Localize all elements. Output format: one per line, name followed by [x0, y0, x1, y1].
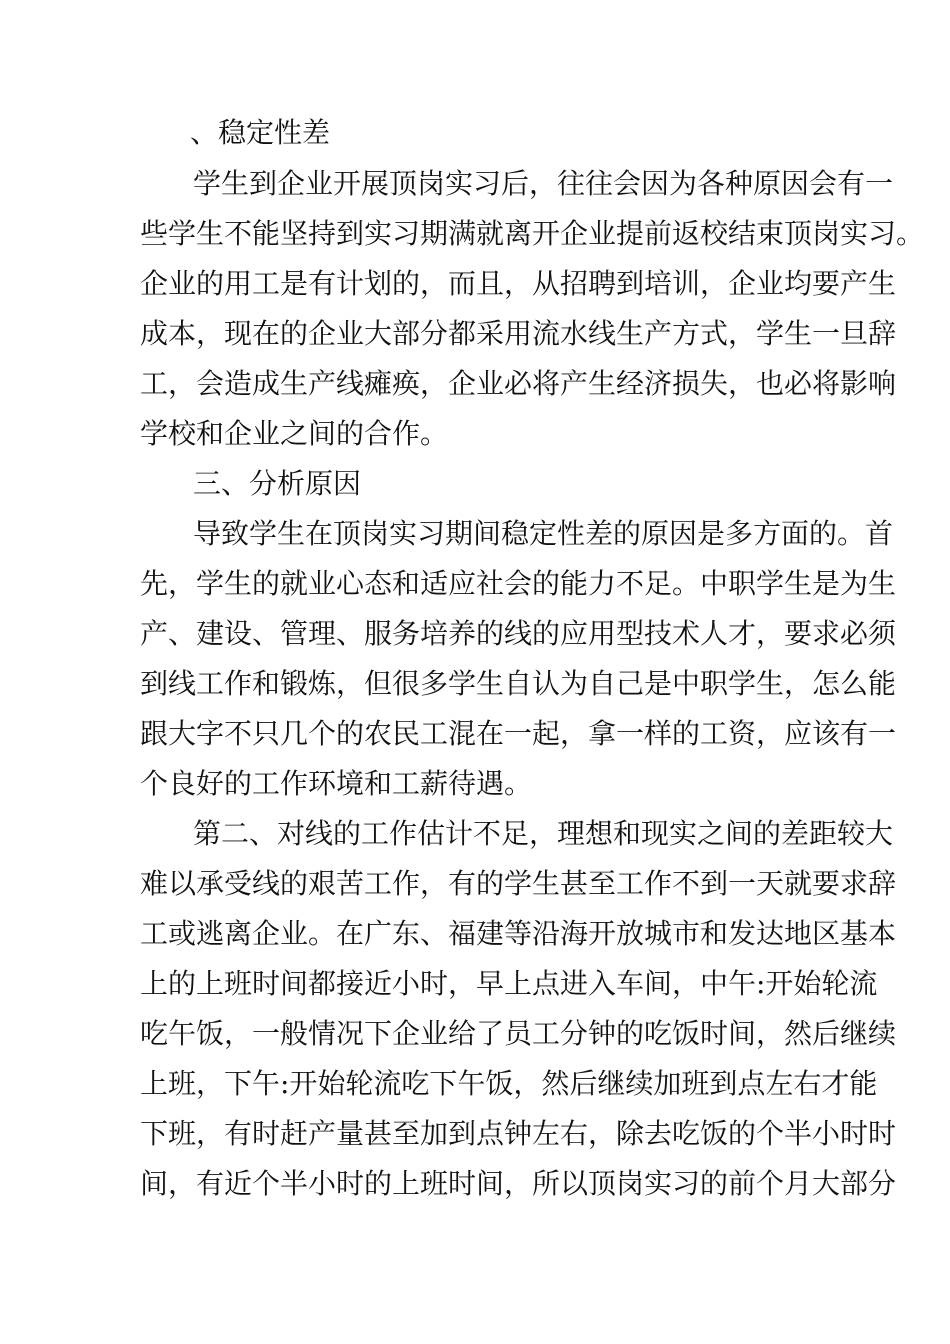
paragraph-line: 下班，有时赶产量甚至加到点钟左右，除去吃饭的个半小时时: [140, 1117, 897, 1150]
paragraph-line: 学校和企业之间的合作。: [140, 417, 449, 450]
paragraph-line: 难以承受线的艰苦工作，有的学生甚至工作不到一天就要求辞: [140, 867, 897, 900]
paragraph-line: 工，会造成生产线瘫痪，企业必将产生经济损失，也必将影响: [140, 367, 897, 400]
paragraph-line: 先，学生的就业心态和适应社会的能力不足。中职学生是为生: [140, 567, 897, 600]
paragraph-line: 学生到企业开展顶岗实习后，往往会因为各种原因会有一: [193, 167, 894, 200]
paragraph-line: 产、建设、管理、服务培养的线的应用型技术人才，要求必须: [140, 617, 897, 650]
paragraph-line: 工或逃离企业。在广东、福建等沿海开放城市和发达地区基本: [140, 917, 897, 950]
paragraph-line: 吃午饭，一般情况下企业给了员工分钟的吃饭时间，然后继续: [140, 1017, 897, 1050]
paragraph-line: 上的上班时间都接近小时，早上点进入车间，中午:开始轮流: [140, 967, 878, 1000]
paragraph-line: 跟大字不只几个的农民工混在一起，拿一样的工资，应该有一: [140, 717, 897, 750]
paragraph-line: 导致学生在顶岗实习期间稳定性差的原因是多方面的。首: [193, 517, 894, 550]
paragraph-line: 第二、对线的工作估计不足，理想和现实之间的差距较大: [193, 817, 894, 850]
paragraph-line: 上班，下午:开始轮流吃下午饭，然后继续加班到点左右才能: [140, 1067, 878, 1100]
paragraph-line: 到线工作和锻炼，但很多学生自认为自己是中职学生，怎么能: [140, 667, 897, 700]
section-heading-stability: 、稳定性差: [190, 116, 331, 149]
paragraph-line: 企业的用工是有计划的，而且，从招聘到培训，企业均要产生: [140, 267, 897, 300]
paragraph-line: 间，有近个半小时的上班时间，所以顶岗实习的前个月大部分: [140, 1167, 897, 1200]
paragraph-line: 个良好的工作环境和工薪待遇。: [140, 767, 533, 800]
paragraph-line: 成本，现在的企业大部分都采用流水线生产方式，学生一旦辞: [140, 317, 897, 350]
section-heading-analysis: 三、分析原因: [193, 467, 362, 500]
paragraph-line: 些学生不能坚持到实习期满就离开企业提前返校结束顶岗实习。: [140, 217, 925, 250]
